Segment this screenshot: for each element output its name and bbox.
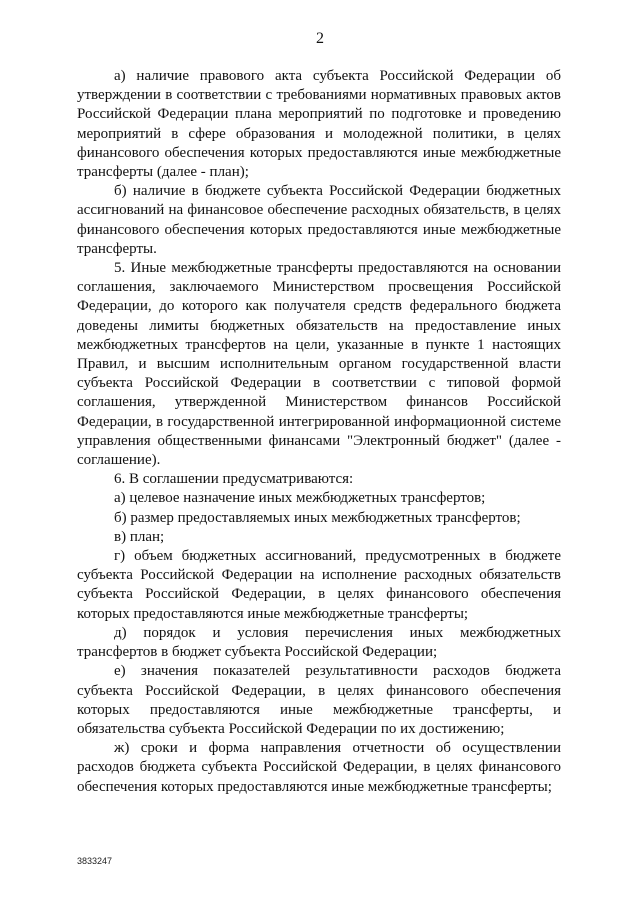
paragraph-item-a-plan-act: а) наличие правового акта субъекта Российской Федерации об утверждении в соответствии с требованиями нормативных правовых актов Российской Федерации плана мероприятий по подготовке и проведению мероприятий в сфере образования и молодежной политики, в целях финансового обеспечения которых предоставляются иные межбюджетные трансферты (далее - план); [77,68,561,181]
paragraph-section-5: 5. Иные межбюджетные трансферты предоставляются на основании соглашения, заключаемого Министерством просвещения Российской Федерации, до которого как получателя средств федерального бюджета доведены лимиты бюджетных обязательств на предоставление иных межбюджетных трансфертов на цели, указанные в пункте 1 настоящих Правил, и высшим исполнительным органом государственной власти субъекта Российской Федерации в соответствии с типовой формой соглашения, утвержденной Министерством финансов Российской Федерации, в государственной интегрированной информационной системе управления общественными финансами "Электронный бюджет" (далее - соглашение). [77,260,561,469]
paragraph-item-d-transfer-procedure: д) порядок и условия перечисления иных межбюджетных трансфертов в бюджет субъекта Российской Федерации; [77,624,561,661]
paragraph-item-e-performance-indicators: е) значения показателей результативности расходов бюджета субъекта Российской Федерации, в целях финансового обеспечения которых предоставляются иные межбюджетные трансферты, и обязательства субъекта Российской Федерации по их достижению; [77,663,561,737]
paragraph-item-zh-reporting: ж) сроки и форма направления отчетности об осуществлении расходов бюджета субъекта Российской Федерации, в целях финансового обеспечения которых предоставляются иные межбюджетные трансферты; [77,740,561,795]
paragraph-item-g-allocations-volume: г) объем бюджетных ассигнований, предусмотренных в бюджете субъекта Российской Федерации на исполнение расходных обязательств субъекта Российской Федерации, в целях финансового обеспечения которых предоставляются иные межбюджетные трансферты; [77,548,561,622]
paragraph-item-b-budget-allocations: б) наличие в бюджете субъекта Российской Федерации бюджетных ассигнований на финансовое обеспечение расходных обязательств, в целях финансового обеспечения которых предоставляются иные межбюджетные трансферты. [77,183,561,257]
document-code: 3833247 [77,856,113,866]
paragraph-section-6-heading: 6. В соглашении предусматриваются: [114,471,354,488]
paragraph-item-a-purpose: а) целевое назначение иных межбюджетных трансфертов; [114,490,486,507]
page-number: 2 [316,30,324,47]
document-body [77,67,561,797]
paragraph-item-v-plan: в) план; [114,528,165,545]
paragraph-item-b-amount: б) размер предоставляемых иных межбюджетных трансфертов; [114,509,521,526]
